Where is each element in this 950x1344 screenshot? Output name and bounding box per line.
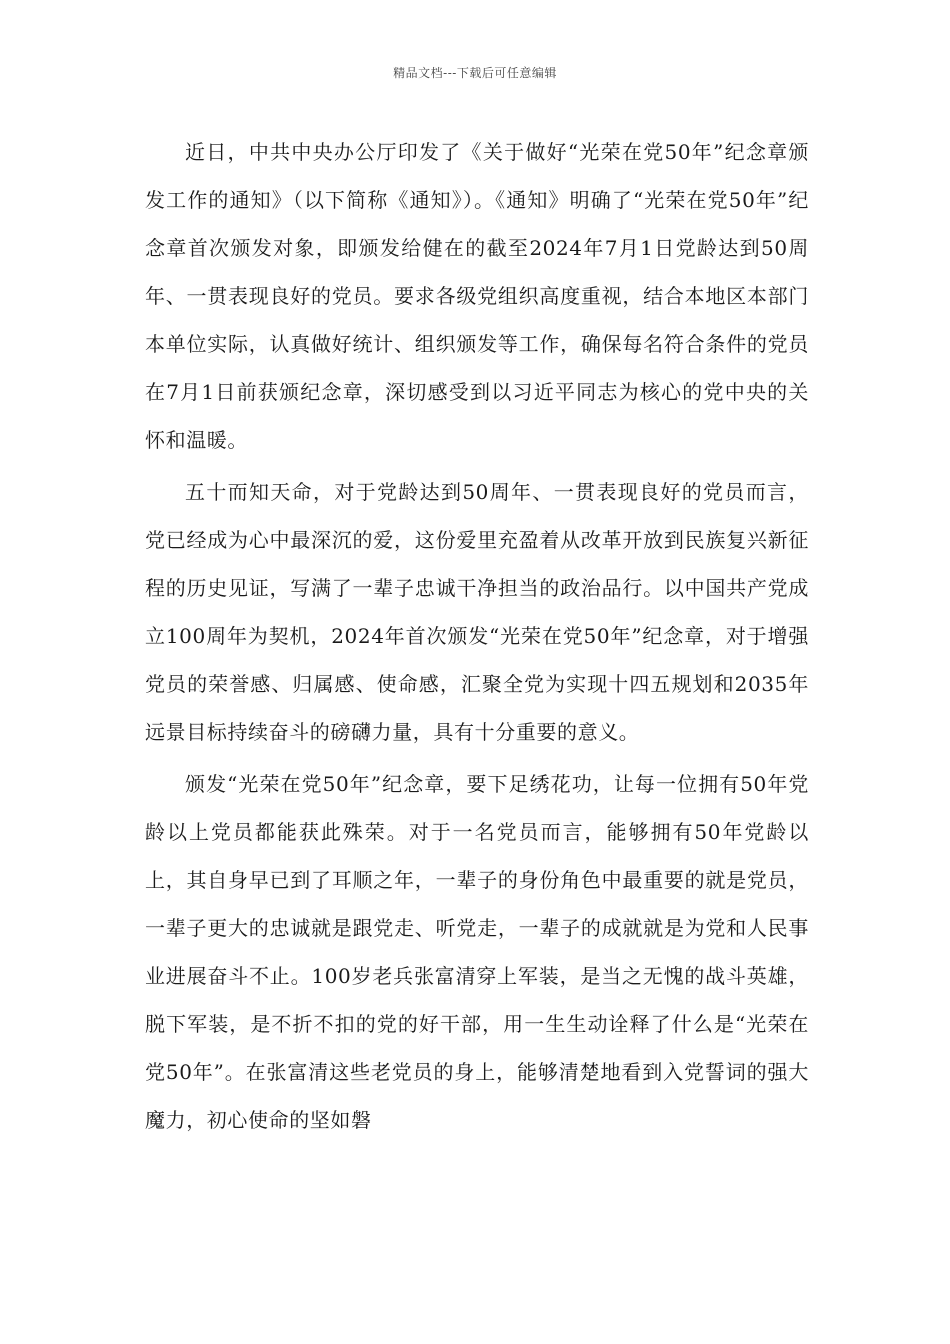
document-body — [145, 128, 809, 1148]
paragraph-3: 颁发“光荣在党50年”纪念章，要下足绣花功，让每一位拥有50年党龄以上党员都能获此殊荣。对于一名党员而言，能够拥有50年党龄以上，其自身早已到了耳顺之年，一辈子的身份角色中最重要的就是党员，一辈子更大的忠诚就是跟党走、听党走，一辈子的成就就是为党和人民事业进展奋斗不止。100岁老兵张富清穿上军装，是当之无愧的战斗英雄，脱下军装，是不折不扣的党的好干部，用一生生动诠释了什么是“光荣在党50年”。在张富清这些老党员的身上，能够清楚地看到入党誓词的强大魔力，初心使命的坚如磐 — [145, 772, 809, 1132]
page-header: 精品文档---下载后可任意编辑 — [393, 66, 557, 80]
paragraph-1: 近日，中共中央办公厅印发了《关于做好“光荣在党50年”纪念章颁发工作的通知》（以下简称《通知》）。《通知》明确了“光荣在党50年”纪念章首次颁发对象，即颁发给健在的截至2024年7月1日党龄达到50周年、一贯表现良好的党员。要求各级党组织高度重视，结合本地区本部门本单位实际，认真做好统计、组织颁发等工作，确保每名符合条件的党员在7月1日前获颁纪念章，深切感受到以习近平同志为核心的党中央的关怀和温暖。 — [145, 140, 809, 452]
paragraph-2: 五十而知天命，对于党龄达到50周年、一贯表现良好的党员而言，党已经成为心中最深沉的爱，这份爱里充盈着从改革开放到民族复兴新征程的历史见证，写满了一辈子忠诚干净担当的政治品行。以中国共产党成立100周年为契机，2024年首次颁发“光荣在党50年”纪念章，对于增强党员的荣誉感、归属感、使命感，汇聚全党为实现十四五规划和2035年远景目标持续奋斗的磅礴力量，具有十分重要的意义。 — [145, 480, 809, 744]
